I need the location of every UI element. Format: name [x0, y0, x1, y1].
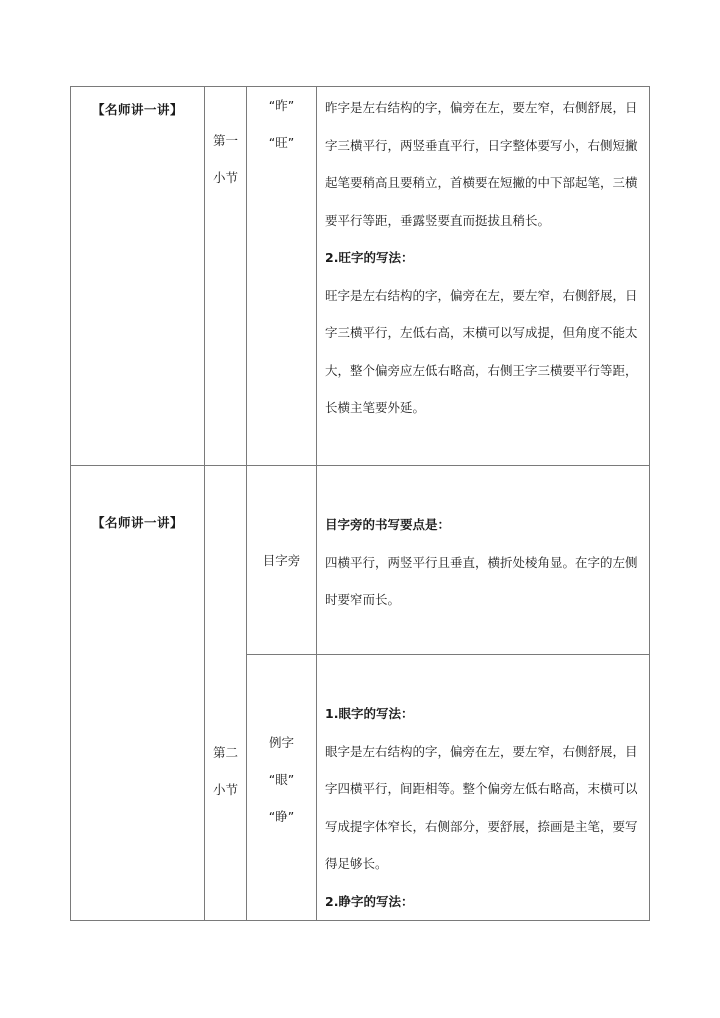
section1-content-cell [317, 87, 650, 466]
section1-line2-3: 大，整个偏旁应左低右略高，右侧王字三横要平行等距， [325, 362, 638, 378]
lesson-table [70, 86, 650, 921]
section1-label-line2: 小节 [212, 170, 238, 185]
section2b-line-3: 写成提字体窄长，右侧部分，要舒展，捺画是主笔，要写 [325, 818, 638, 834]
section2-label-line1: 第二 [212, 745, 238, 760]
section2a-line-2: 时要窄而长。 [325, 592, 401, 607]
section1-line-4: 要平行等距，垂露竖要直而挺拔且稍长。 [325, 212, 551, 228]
section2-label-cell [205, 466, 247, 921]
section1-char-wang: “旺” [268, 135, 295, 150]
section1-line-2: 字三横平行，两竖垂直平行，日字整体要写小，右侧短撇 [325, 137, 638, 153]
section1-line2-4: 长横主笔要外延。 [325, 400, 426, 415]
section2b-content-cell [317, 655, 650, 921]
section1-line2-2: 字三横平行，左低右高，末横可以写成提，但角度不能太 [325, 325, 638, 340]
table-row [71, 87, 650, 466]
side-title-top: 【名师讲一讲】 [91, 102, 183, 117]
side-title-middle: 【名师讲一讲】 [91, 515, 183, 530]
section2a-label: 目字旁 [262, 553, 301, 568]
section2b-line-1: 眼字是左右结构的字，偏旁在左，要左窄，右侧舒展，目 [325, 743, 638, 759]
section2-label-line2: 小节 [212, 782, 238, 797]
side-title-cell-2 [71, 466, 205, 921]
section1-line2-1: 旺字是左右结构的字，偏旁在左，要左窄，右侧舒展，日 [325, 287, 638, 303]
section2b-heading-yan: 1.眼字的写法： [325, 706, 414, 721]
side-title-cell [71, 87, 205, 466]
section1-heading-wang: 2.旺字的写法： [325, 250, 414, 265]
table-row [71, 466, 650, 655]
section2b-label-example: 例字 [268, 735, 294, 750]
section1-label-line1: 第一 [212, 133, 238, 148]
section2b-heading-zheng: 2.睁字的写法： [325, 893, 414, 909]
section2b-char-yan: “眼” [268, 772, 295, 787]
section2b-line-2: 字四横平行，间距相等。整个偏旁左低右略高，末横可以 [325, 781, 638, 796]
section2a-content-cell [317, 466, 650, 655]
section2b-line-4: 得足够长。 [325, 856, 388, 871]
section1-char-zuo: “昨” [268, 98, 295, 113]
section2a-label-cell [247, 466, 317, 655]
section2b-label-cell [247, 655, 317, 921]
section2b-char-zheng: “睁” [268, 809, 295, 824]
section1-line-3: 起笔要稍高且要稍立，首横要在短撇的中下部起笔，三横 [325, 175, 638, 190]
section2a-line-1: 四横平行，两竖平行且垂直，横折处棱角显。在字的左侧 [325, 554, 638, 570]
section1-line-1: 昨字是左右结构的字，偏旁在左，要左窄，右侧舒展，日 [325, 100, 638, 115]
section1-chars-cell [247, 87, 317, 466]
section1-label-cell [205, 87, 247, 466]
section2a-heading: 目字旁的书写要点是： [325, 517, 451, 532]
